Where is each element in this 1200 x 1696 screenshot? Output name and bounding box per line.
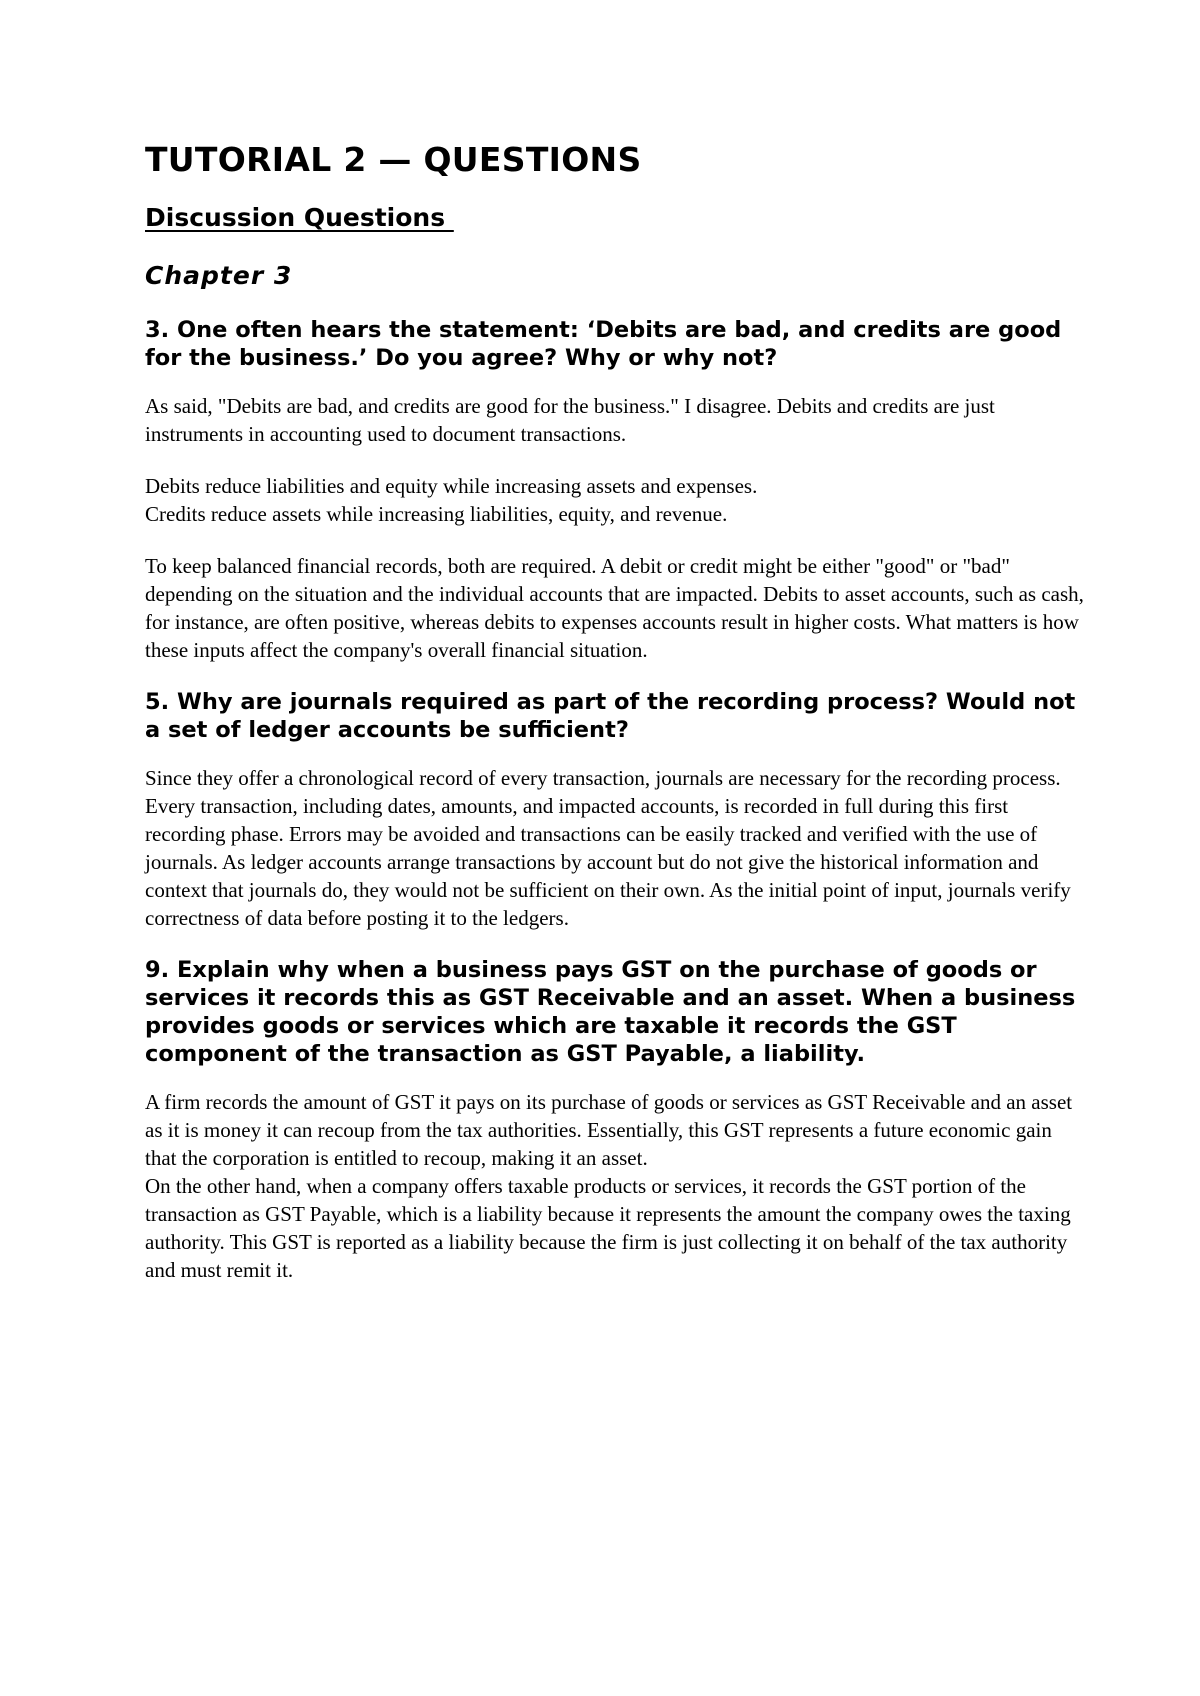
answer-line: On the other hand, when a company offers taxable products or services, it records the GST portion of the transaction as GST Payable, which is a liability because it represents the amount the company owes the taxing authority. This GST is reported as a liability because the firm is just collecting it on behalf of the tax authority and must remit it. bbox=[145, 1174, 1071, 1282]
answer-paragraph bbox=[145, 472, 1085, 528]
answer-paragraph bbox=[145, 552, 1085, 664]
answer-line: As said, "Debits are bad, and credits are good for the business." I disagree. Debits and credits are just instruments in accounting used to document transactions. bbox=[145, 394, 995, 446]
answer-line: Credits reduce assets while increasing liabilities, equity, and revenue. bbox=[145, 502, 728, 526]
answer-paragraph bbox=[145, 1088, 1085, 1284]
answer-line: A firm records the amount of GST it pays on its purchase of goods or services as GST Receivable and an asset as it is money it can recoup from the tax authorities. Essentially, this GST represents a future economic gain that the corporation is entitled to recoup, making it an asset. bbox=[145, 1090, 1073, 1170]
question-text: 5. Why are journals required as part of the recording process? Would not a set of ledger accounts be sufficient? bbox=[145, 689, 1076, 743]
question-block-3 bbox=[145, 316, 1085, 664]
chapter-heading: Chapter 3 bbox=[145, 261, 293, 290]
section-heading: Discussion Questions bbox=[145, 203, 454, 232]
question-text: 3. One often hears the statement: ‘Debits are bad, and credits are good for the business.’ Do you agree? Why or why not? bbox=[145, 317, 1062, 371]
answer-line: Debits reduce liabilities and equity while increasing assets and expenses. bbox=[145, 474, 758, 498]
question-block-5 bbox=[145, 688, 1085, 932]
document-title: TUTORIAL 2 — QUESTIONS bbox=[145, 140, 642, 179]
answer-line: Since they offer a chronological record of every transaction, journals are necessary for the recording process. Every transaction, including dates, amounts, and impacted accounts, is recorded in full during this first recording phase. Errors may be avoided and transactions can be easily tracked and verified with the use of journals. As ledger accounts arrange transactions by account but do not give the historical information and context that journals do, they would not be sufficient on their own. As the initial point of input, journals verify correctness of data before posting it to the ledgers. bbox=[145, 766, 1071, 930]
answer-line: To keep balanced financial records, both are required. A debit or credit might be either "good" or "bad" depending on the situation and the individual accounts that are impacted. Debits to asset accounts, such as cash, for instance, are often positive, whereas debits to expenses accounts result in higher costs. What matters is how these inputs affect the company's overall financial situation. bbox=[145, 554, 1084, 662]
answer-paragraph bbox=[145, 764, 1085, 932]
question-block-9 bbox=[145, 956, 1085, 1284]
document-body bbox=[145, 140, 1085, 1308]
answer-paragraph bbox=[145, 392, 1085, 448]
question-text: 9. Explain why when a business pays GST on the purchase of goods or services it records this as GST Receivable and an asset. When a business provides goods or services which are taxable it records the GST component of the transaction as GST Payable, a liability. bbox=[145, 957, 1076, 1067]
